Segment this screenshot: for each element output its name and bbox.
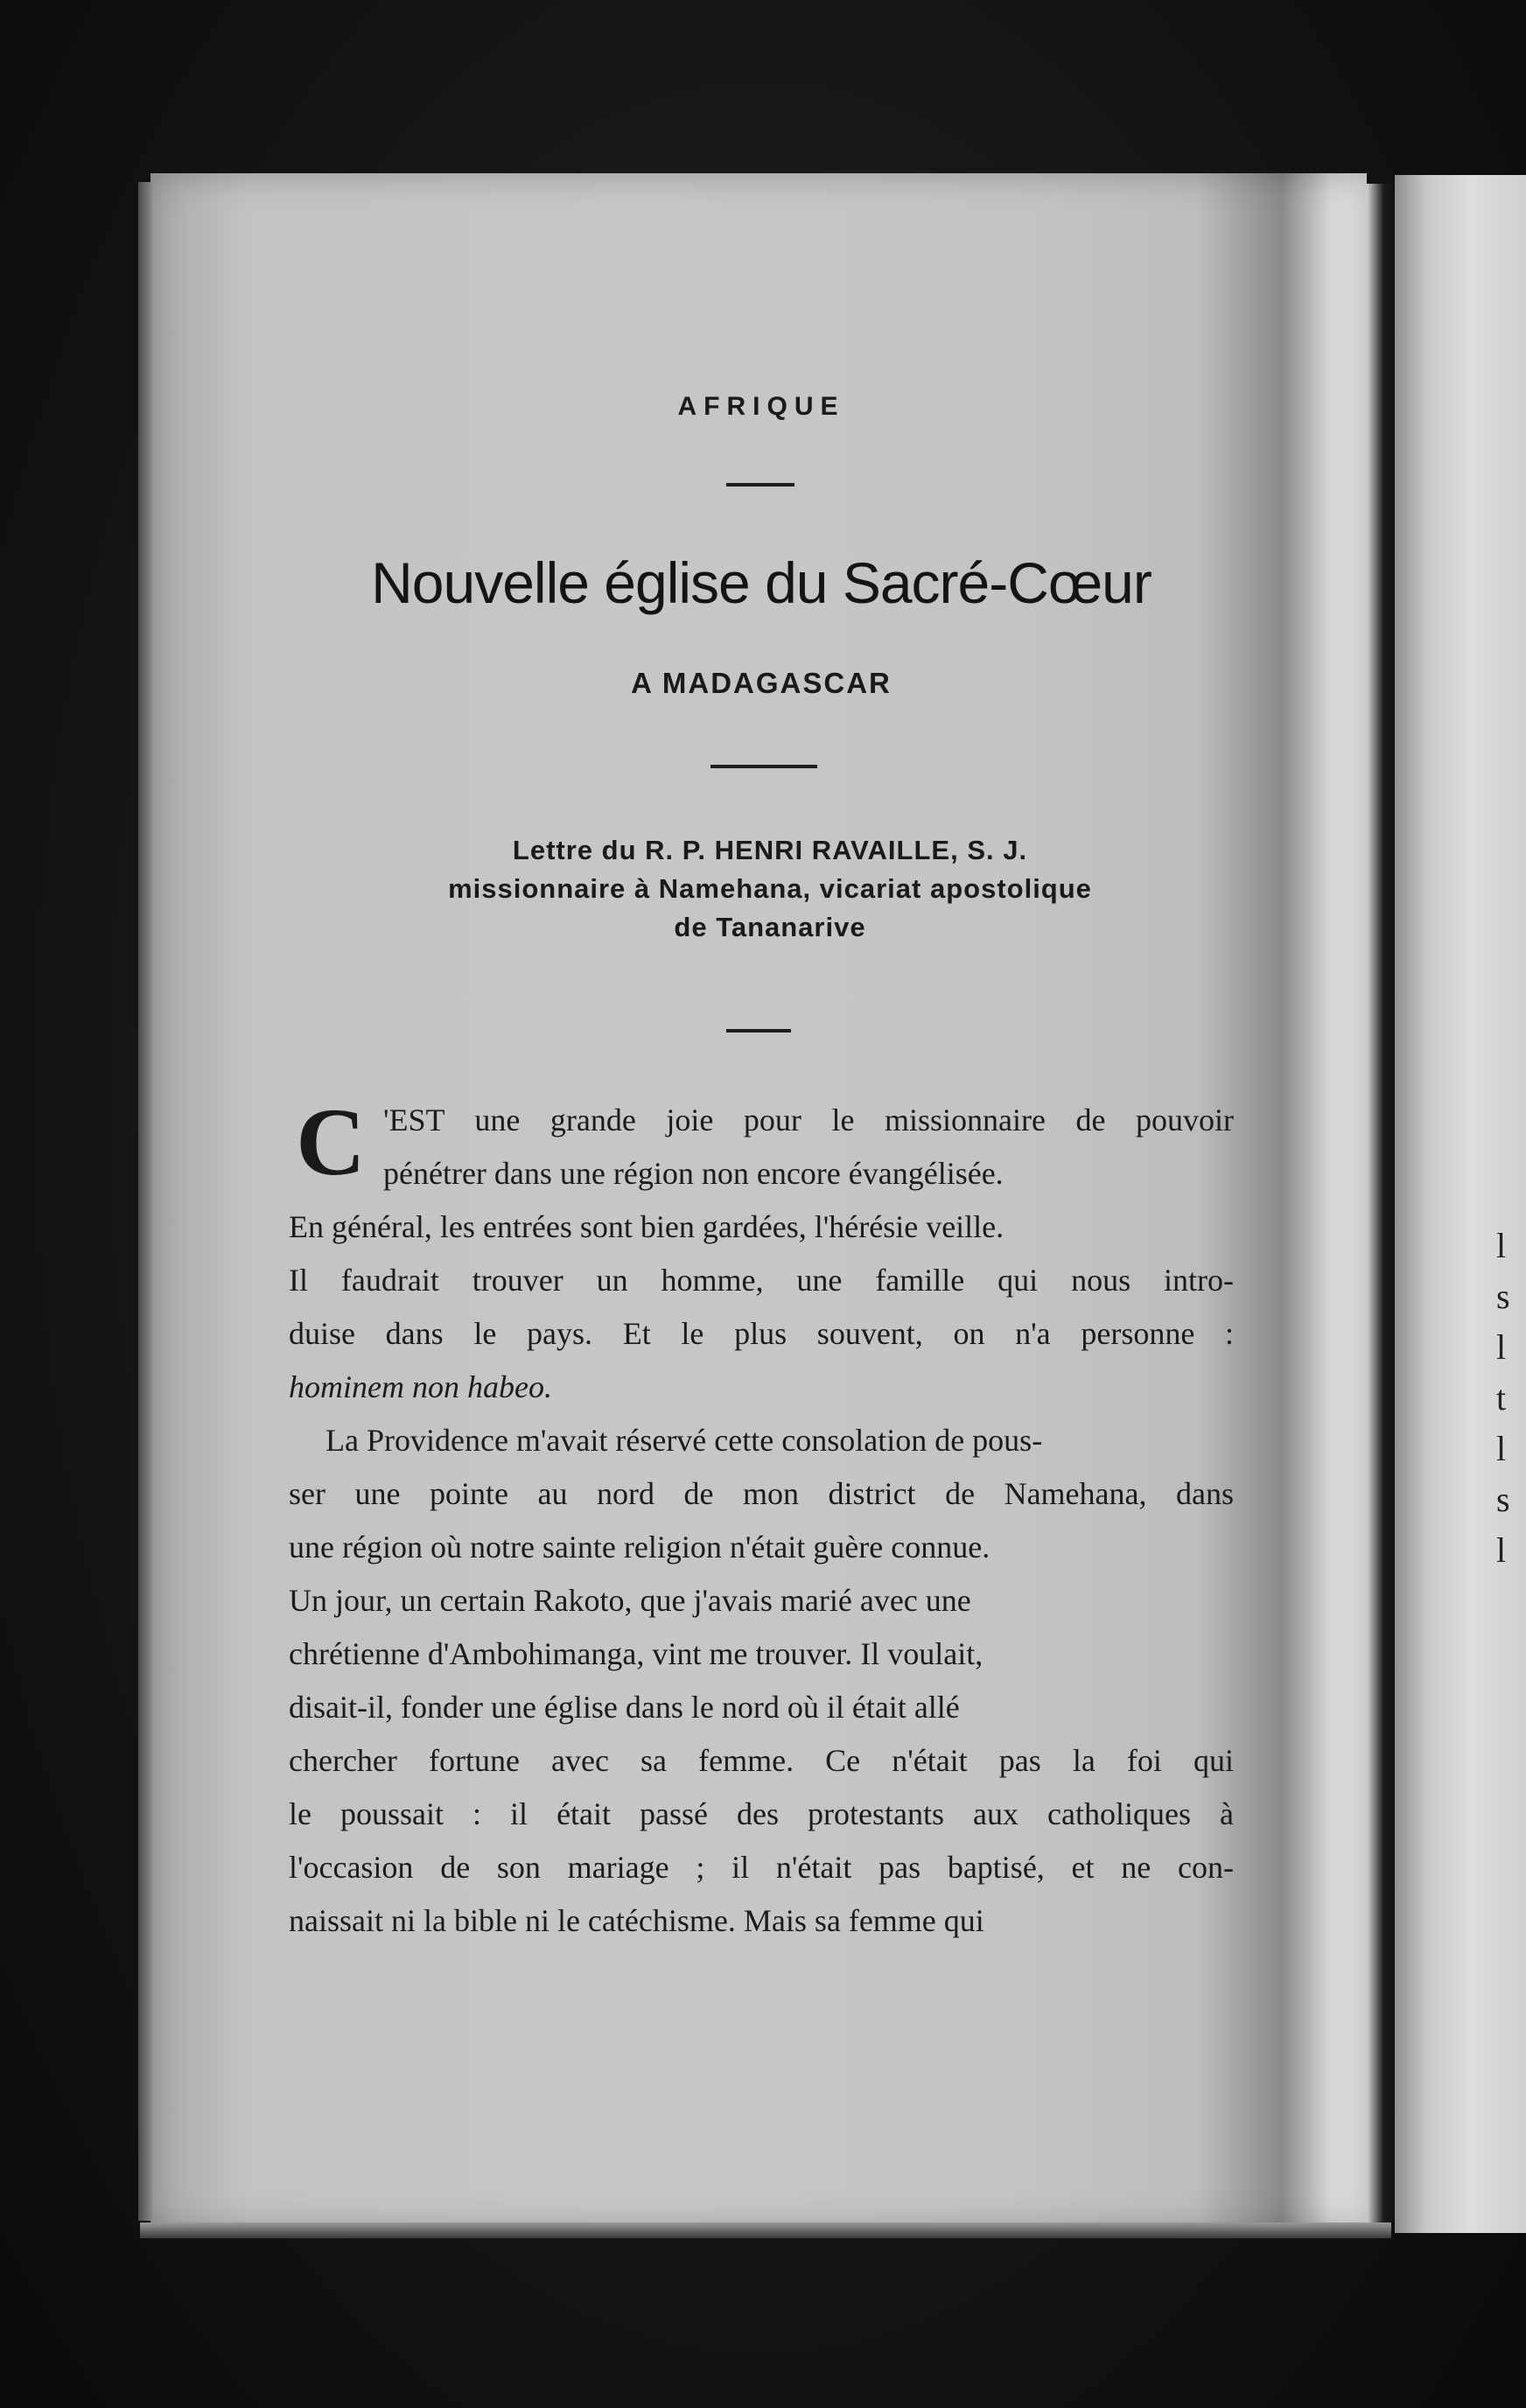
right-fragment: t bbox=[1496, 1378, 1507, 1418]
body-line bbox=[289, 1521, 1234, 1574]
body-line-text: l'occasion de son mariage ; il n'était pas baptisé, et ne con- bbox=[289, 1850, 1234, 1885]
right-fragment: l bbox=[1496, 1226, 1507, 1265]
divider-rule bbox=[726, 1029, 791, 1032]
right-fragment: l bbox=[1496, 1429, 1507, 1468]
body-line bbox=[289, 1094, 1234, 1147]
right-fragment: l bbox=[1496, 1530, 1507, 1570]
body-line-text: chrétienne d'Ambohimanga, vint me trouver. Il voulait, bbox=[289, 1636, 984, 1671]
body-line bbox=[289, 1841, 1234, 1894]
book-gutter bbox=[1367, 184, 1395, 2222]
body-line bbox=[289, 1254, 1234, 1307]
byline-line: Lettre du R. P. HENRI RAVAILLE, S. J. bbox=[512, 835, 1028, 865]
byline bbox=[306, 831, 1234, 947]
divider-rule bbox=[710, 765, 817, 768]
body-line-text: Un jour, un certain Rakoto, que j'avais marié avec une bbox=[289, 1583, 971, 1618]
body-line-text: naissait ni la bible ni le catéchisme. Mais sa femme qui bbox=[289, 1903, 984, 1938]
body-line-text: duise dans le pays. Et le plus souvent, on n'a personne : bbox=[289, 1316, 1234, 1351]
right-page-fragments bbox=[1496, 1225, 1526, 1580]
right-fragment: l bbox=[1496, 1327, 1507, 1367]
body-line bbox=[289, 1200, 1234, 1254]
divider-rule bbox=[726, 483, 794, 486]
body-line bbox=[289, 1788, 1234, 1841]
body-line-text: pénétrer dans une région non encore évangélisée. bbox=[383, 1156, 1004, 1191]
section-heading: AFRIQUE bbox=[677, 392, 845, 421]
body-line bbox=[289, 1894, 1234, 1948]
body-line-text: hominem non habeo. bbox=[289, 1369, 552, 1404]
body-line-text: chercher fortune avec sa femme. Ce n'était pas la foi qui bbox=[289, 1743, 1234, 1778]
body-line bbox=[289, 1734, 1234, 1788]
article-subtitle: A MADAGASCAR bbox=[631, 667, 892, 699]
body-line-text: La Providence m'avait réservé cette consolation de pous- bbox=[326, 1423, 1043, 1458]
body-line-text: le poussait : il était passé des protestants aux catholiques à bbox=[289, 1796, 1234, 1831]
right-fragment: s bbox=[1496, 1480, 1510, 1519]
right-page-edge bbox=[1395, 175, 1526, 2233]
body-line-text: disait-il, fonder une église dans le nord où il était allé bbox=[289, 1690, 960, 1725]
page-bottom-edge bbox=[140, 2222, 1391, 2238]
drop-cap-letter: C bbox=[296, 1088, 366, 1195]
body-line bbox=[289, 1681, 1234, 1734]
byline-line: missionnaire à Namehana, vicariat apostolique bbox=[448, 873, 1092, 904]
body-line bbox=[289, 1628, 1234, 1681]
body-line bbox=[289, 1307, 1234, 1361]
byline-line: de Tananarive bbox=[674, 912, 866, 942]
body-line-text: Il faudrait trouver un homme, une famille qui nous intro- bbox=[289, 1263, 1234, 1298]
body-line bbox=[289, 1147, 1234, 1200]
body-line-text: En général, les entrées sont bien gardées, l'hérésie veille. bbox=[289, 1209, 1004, 1244]
article-body bbox=[289, 1088, 1234, 1948]
article-title: Nouvelle église du Sacré-Cœur bbox=[371, 550, 1152, 615]
body-line bbox=[289, 1467, 1234, 1521]
body-line bbox=[289, 1361, 1234, 1414]
body-line-text: 'EST une grande joie pour le missionnaire de pouvoir bbox=[383, 1102, 1234, 1138]
body-line bbox=[289, 1574, 1234, 1628]
body-line-text: une région où notre sainte religion n'était guère connue. bbox=[289, 1530, 990, 1564]
body-line-text: ser une pointe au nord de mon district de Namehana, dans bbox=[289, 1476, 1234, 1511]
body-line bbox=[289, 1414, 1234, 1467]
right-fragment: s bbox=[1496, 1277, 1510, 1316]
drop-cap bbox=[289, 1088, 373, 1195]
